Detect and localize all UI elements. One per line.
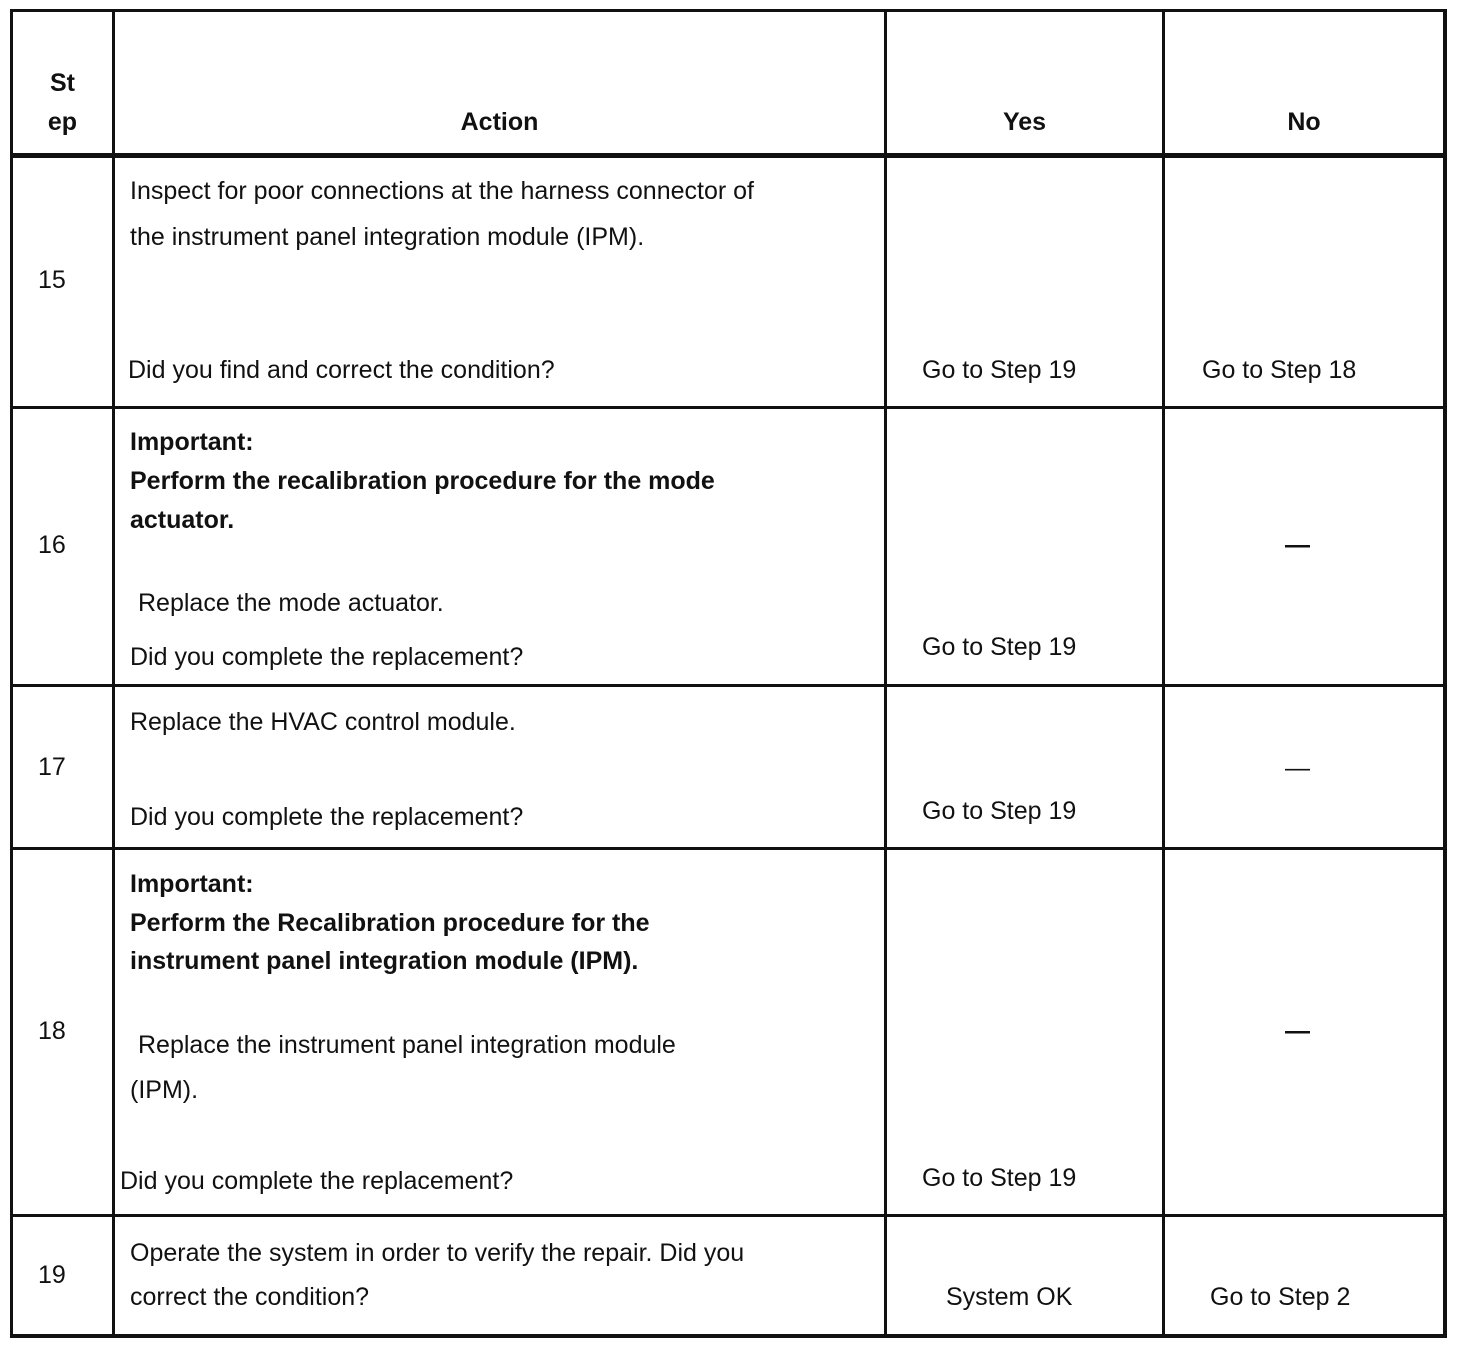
- no-result: Go to Step 2: [1210, 1283, 1351, 1311]
- row-divider: [10, 684, 1447, 687]
- column-divider-step: [112, 9, 115, 1338]
- header-no: No: [1287, 108, 1321, 136]
- table-border-top: [10, 9, 1447, 12]
- important-note: instrument panel integration module (IPM).: [130, 947, 639, 975]
- yes-result: Go to Step 19: [922, 356, 1077, 384]
- row-divider: [10, 1214, 1447, 1217]
- important-label: Important:: [130, 870, 254, 898]
- action-text: the instrument panel integration module (IPM).: [130, 223, 645, 251]
- action-question: Did you complete the replacement?: [120, 1167, 514, 1195]
- header-divider: [10, 153, 1447, 158]
- column-divider-action: [884, 9, 887, 1338]
- step-number: 16: [38, 531, 66, 559]
- yes-result: Go to Step 19: [922, 1164, 1077, 1192]
- yes-result: Go to Step 19: [922, 797, 1077, 825]
- no-result-dash: —: [1285, 1017, 1310, 1045]
- header-action: Action: [460, 108, 539, 136]
- no-result-dash: —: [1285, 754, 1310, 782]
- important-note: actuator.: [130, 506, 235, 534]
- step-number: 17: [38, 753, 66, 781]
- important-label: Important:: [130, 428, 254, 456]
- table-border-bottom: [10, 1334, 1447, 1338]
- header-step-line2: ep: [47, 108, 78, 136]
- action-question: Did you find and correct the condition?: [128, 356, 555, 384]
- action-question: Did you complete the replacement?: [130, 803, 524, 831]
- step-number: 19: [38, 1261, 66, 1289]
- step-number: 18: [38, 1017, 66, 1045]
- table-border-left: [10, 9, 13, 1338]
- yes-result: Go to Step 19: [922, 633, 1077, 661]
- header-step-line1: St: [50, 69, 75, 97]
- row-divider: [10, 847, 1447, 850]
- important-note: Perform the recalibration procedure for the mode: [130, 467, 715, 495]
- no-result: Go to Step 18: [1202, 356, 1357, 384]
- action-text: Replace the mode actuator.: [138, 589, 444, 617]
- yes-result: System OK: [946, 1283, 1073, 1311]
- header-yes: Yes: [1002, 108, 1047, 136]
- action-text: Operate the system in order to verify the repair. Did you: [130, 1239, 745, 1267]
- step-number: 15: [38, 266, 66, 294]
- action-text: Replace the instrument panel integration module: [138, 1031, 676, 1059]
- column-divider-yes: [1162, 9, 1165, 1338]
- no-result-dash: —: [1285, 531, 1310, 559]
- row-divider: [10, 406, 1447, 409]
- action-text: correct the condition?: [130, 1283, 370, 1311]
- important-note: Perform the Recalibration procedure for the: [130, 909, 650, 937]
- table-border-right: [1443, 9, 1447, 1338]
- action-question: Did you complete the replacement?: [130, 643, 524, 671]
- action-text: Inspect for poor connections at the harness connector of: [130, 177, 754, 205]
- action-text: (IPM).: [130, 1076, 199, 1104]
- action-text: Replace the HVAC control module.: [130, 708, 516, 736]
